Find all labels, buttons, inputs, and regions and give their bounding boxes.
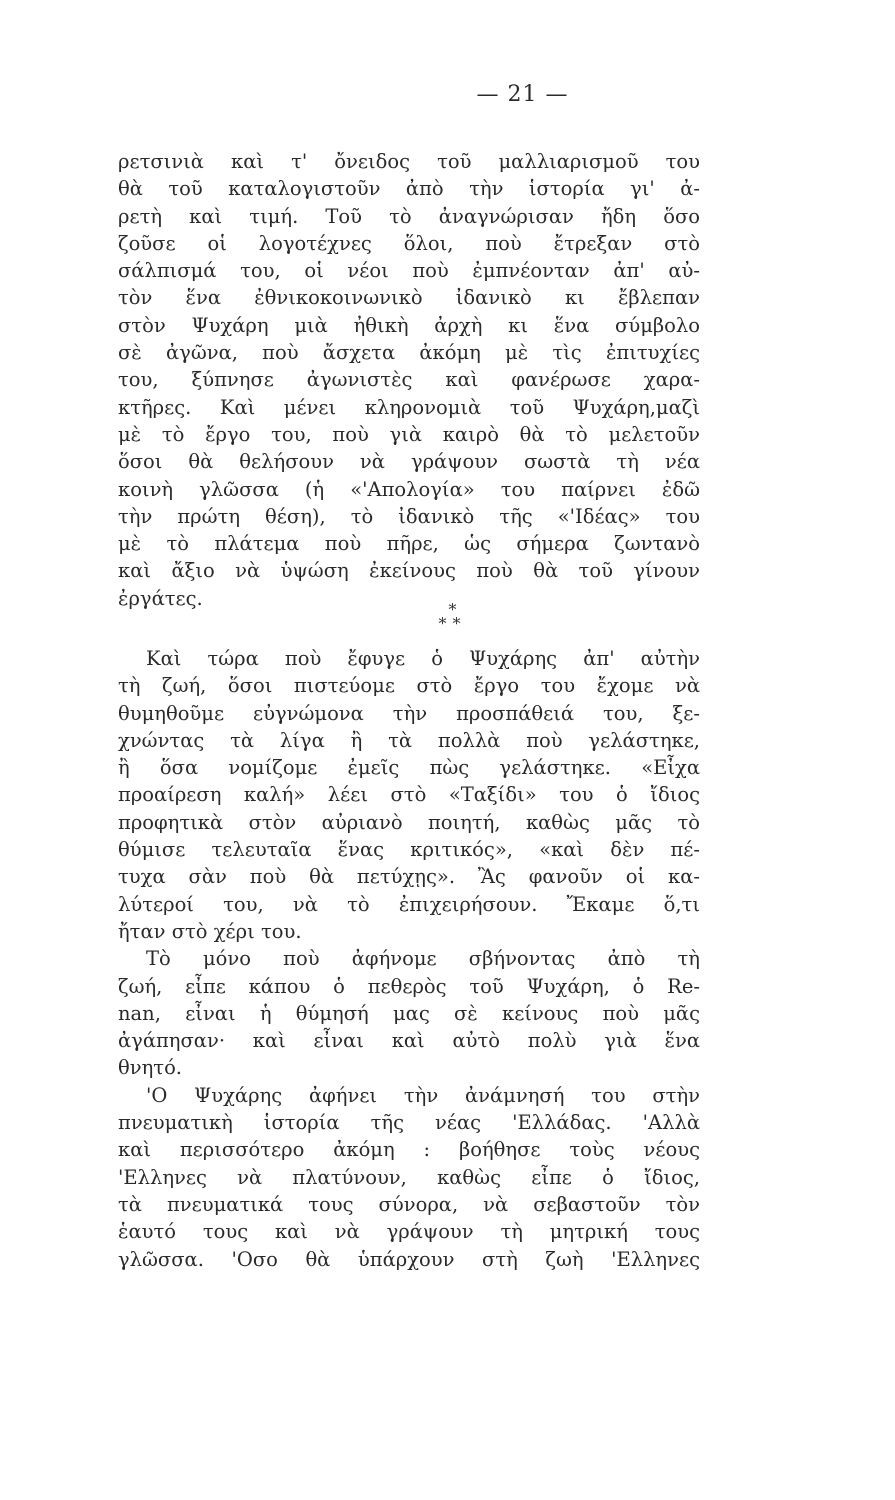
text-line: ζωή, εἶπε κάπου ὁ πεθερὸς τοῦ Ψυχάρη, ὁ Re- [118,974,700,998]
text-line: του, ξύπνησε ἀγωνιστὲς καὶ φανέρωσε χαρα- [118,368,700,392]
text-line: τὴ ζωή, ὅσοι πιστεύομε στὸ ἔργο του ἔχομε νὰ [118,674,700,698]
text-line: ὅσοι θὰ θελήσουν νὰ γράψουν σωστὰ τὴ νέα [118,450,700,474]
text-line: λύτεροί του, νὰ τὸ ἐπιχειρήσουν. Ἔκαμε ὅ,τι [118,892,700,916]
text-line: σάλπισμά του, οἱ νέοι ποὺ ἐμπνέονταν ἀπ' αὐ- [118,259,700,283]
text-line: σὲ ἀγῶνα, ποὺ ἄσχετα ἀκόμη μὲ τὶς ἐπιτυχίες [118,341,700,365]
text-line: ἑαυτό τους καὶ νὰ γράψουν τὴ μητρική τους [118,1220,700,1244]
text-line: καὶ ἄξιο νὰ ὑψώση ἐκείνους ποὺ θὰ τοῦ γίνουν [118,559,700,583]
text-line: ρετσινιὰ καὶ τ' ὄνειδος τοῦ μαλλιαρισμοῦ του [118,150,700,173]
page-number: — 21 — [476,82,569,107]
text-line: προαίρεση καλή» λέει στὸ «Ταξίδι» του ὁ ἴδιος [118,783,700,807]
text-line: τυχα σὰν ποὺ θὰ πετύχῃς». Ἂς φανοῦν οἱ κα- [118,865,700,889]
text-line: Καὶ τώρα ποὺ ἔφυγε ὁ Ψυχάρης ἀπ' αὐτὴν [146,647,700,670]
body-text [118,645,700,1273]
text-line: χνώντας τὰ λίγα ἢ τὰ πολλὰ ποὺ γελάστηκε, [118,728,700,752]
paragraph-continuation [118,148,700,612]
text-line: 'Ελληνες νὰ πλατύνουν, καθὼς εἶπε ὁ ἴδιος, [118,1165,700,1189]
text-line: καὶ περισσότερο ἀκόμη : βοήθησε τοὺς νέους [118,1138,700,1162]
text-line: μὲ τὸ πλάτεμα ποὺ πῆρε, ὡς σήμερα ζωντανὸ [118,532,700,556]
text-line: ζοῦσε οἱ λογοτέχνες ὅλοι, ποὺ ἔτρεξαν στὸ [118,231,700,255]
text-line: nan, εἶναι ἡ θύμησή μας σὲ κείνους ποὺ μᾶς [118,1001,700,1025]
text-line: θύμισε τελευταῖα ἕνας κριτικός», «καὶ δὲν πέ- [118,838,700,862]
text-line: θὰ τοῦ καταλογιστοῦν ἀπὸ τὴν ἱστορία γι' ἀ- [118,177,700,201]
asterism-top: * [448,600,457,619]
text-line: ἐργάτες. [118,586,203,610]
text-line: στὸν Ψυχάρη μιὰ ἠθικὴ ἀρχὴ κι ἕνα σύμβολο [118,313,700,337]
text-line: ἤταν στὸ χέρι του. [118,919,302,943]
text-line: τὰ πνευματικά τους σύνορα, νὰ σεβαστοῦν τὸν [118,1192,700,1216]
text-line: ἀγάπησαν· καὶ εἶναι καὶ αὐτὸ πολὺ γιὰ ἕνα [118,1029,700,1053]
text-line: γλῶσσα. 'Οσο θὰ ὑπάρχουν στὴ ζωὴ 'Ελληνες [118,1247,700,1271]
text-line: κτῆρες. Καὶ μένει κληρονομιὰ τοῦ Ψυχάρη,μαζὶ [118,395,700,419]
text-line: ἢ ὅσα νομίζομε ἐμεῖς πὼς γελάστηκε. «Εἶχα [118,756,700,780]
section-separator-asterism [0,600,895,633]
text-line: θυμηθοῦμε εὐγνώμονα τὴν προσπάθειά του, ξε- [118,701,700,725]
asterism-bottom: ** [438,614,467,633]
text-line: προφητικὰ στὸν αὐριανὸ ποιητή, καθὼς μᾶς τὸ [118,810,700,834]
text-line: τὴν πρώτη θέση), τὸ ἰδανικὸ τῆς «'Ιδέας» του [118,504,700,528]
text-line: θνητό. [118,1056,183,1080]
text-line: κοινὴ γλῶσσα (ἡ «'Απολογία» του παίρνει ἐδῶ [118,477,700,501]
text-line: ρετὴ καὶ τιμή. Τοῦ τὸ ἀναγνώρισαν ἤδη ὅσο [118,204,700,228]
text-line: 'Ο Ψυχάρης ἀφήνει τὴν ἀνάμνησή του στὴν [146,1083,700,1107]
text-line: Τὸ μόνο ποὺ ἀφήνομε σβήνοντας ἀπὸ τὴ [146,947,700,971]
text-line: τὸν ἕνα ἐθνικοκοινωνικὸ ἰδανικὸ κι ἔβλεπαν [118,286,700,310]
text-line: πνευματικὴ ἱστορία τῆς νέας 'Ελλάδας. 'Αλλὰ [118,1111,700,1135]
text-line: μὲ τὸ ἔργο του, ποὺ γιὰ καιρὸ θὰ τὸ μελετοῦν [118,422,700,446]
